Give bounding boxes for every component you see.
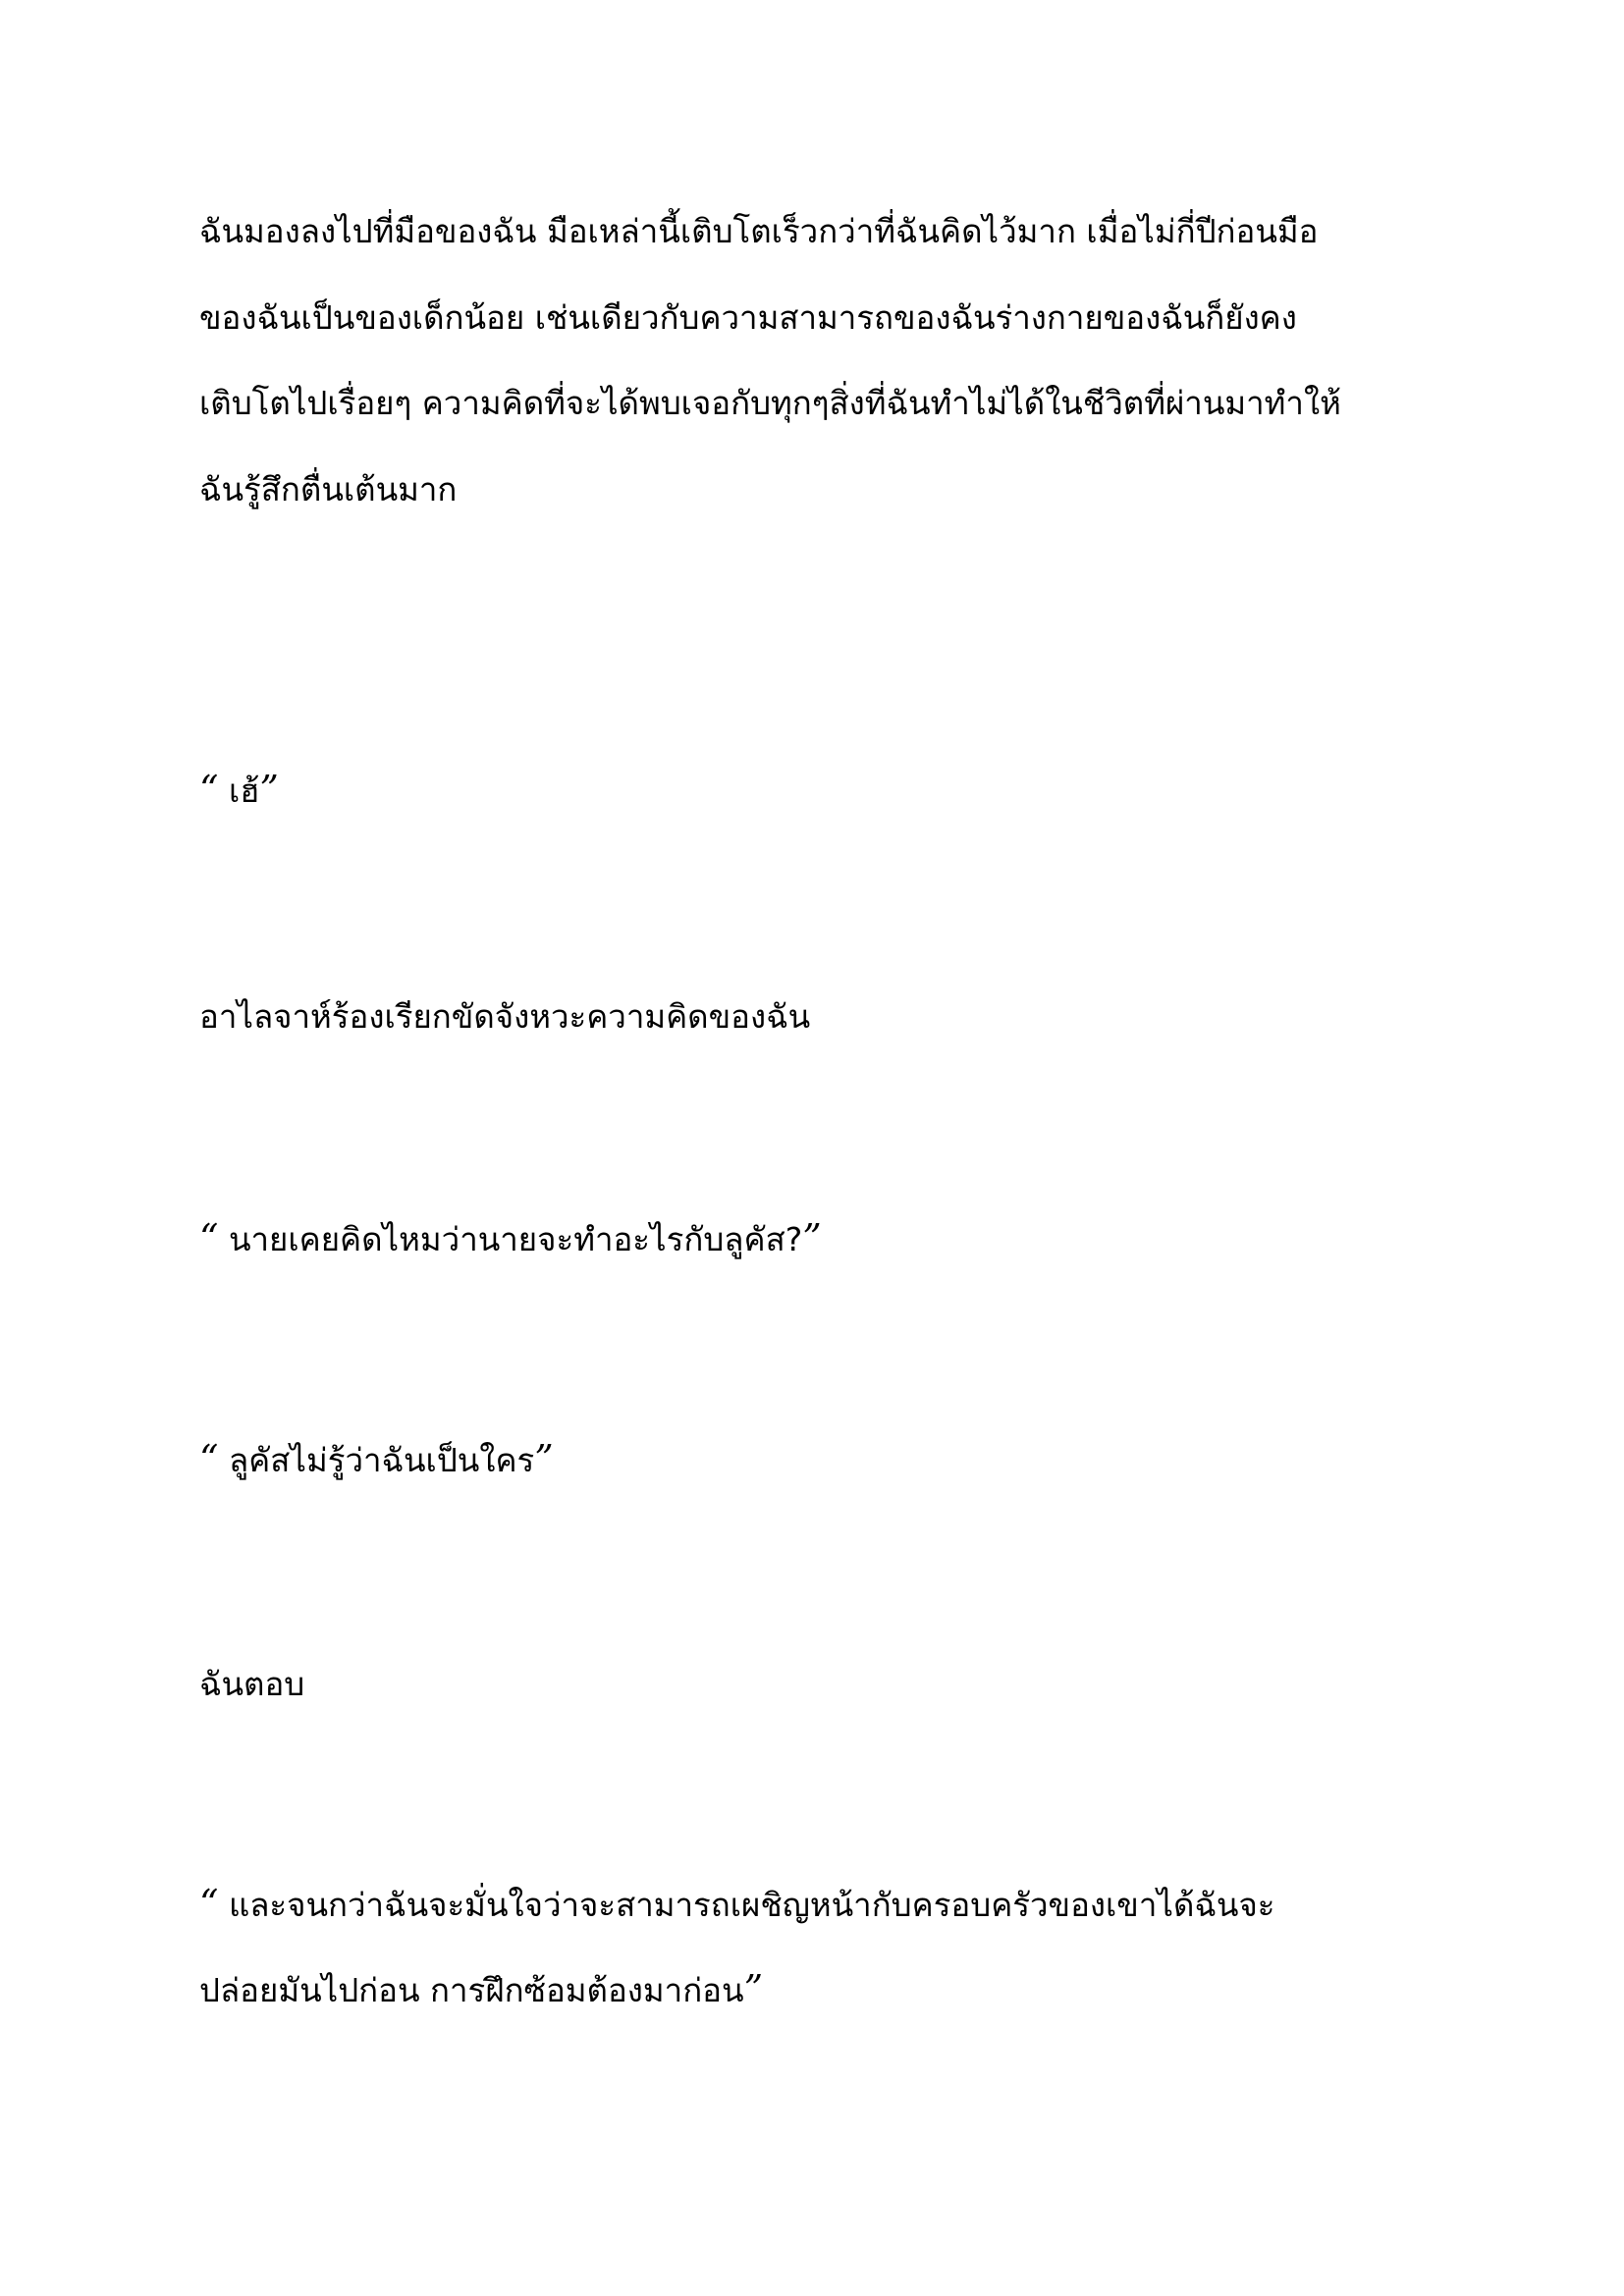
dialogue-text: ลูคัสไม่รู้ว่าฉันเป็นใคร [228, 1441, 535, 1479]
dialogue-text: และจนกว่าฉันจะมั่นใจว่าจะสามารถเผชิญหน้ากับครอบครัวของเขาได้ฉันจะ [228, 1886, 1275, 1924]
dialogue-line [199, 1437, 1476, 1482]
narration-line: อาไลจาห์ร้องเรียกขัดจังหวะความคิดของฉัน [199, 997, 811, 1036]
dialogue-text: ปล่อยมันไปก่อน การฝึกซ้อมต้องมาก่อน [199, 1971, 744, 2009]
paragraph-line: ฉันรู้สึกตื่นเต้นมาก [199, 470, 458, 508]
paragraph-line: เติบโตไปเรื่อยๆ ความคิดที่จะได้พบเจอกับทุกๆสิ่งที่ฉันทำไม่ได้ในชีวิตที่ผ่านมาทำให้ [199, 384, 1341, 422]
open-quote: “ [199, 1437, 219, 1480]
paragraph-line: ฉันมองลงไปที่มือของฉัน มือเหล่านี้เติบโตเร็วกว่าที่ฉันคิดไว้มาก เมื่อไม่กี่ปีก่อนมือ [199, 212, 1319, 250]
dialogue-line [199, 768, 1476, 813]
close-quote: ” [259, 768, 279, 811]
paragraph-line: ของฉันเป็นของเด็กน้อย เช่นเดียวกับความสามารถของฉันร่างกายของฉันก็ยังคง [199, 298, 1297, 337]
open-quote: “ [199, 768, 219, 811]
dialogue-line [199, 1882, 1476, 1927]
close-quote: ” [743, 1967, 763, 2010]
close-quote: ” [534, 1437, 554, 1480]
dialogue-text: เฮ้ [228, 772, 260, 810]
open-quote: “ [199, 1882, 219, 1925]
narration-line: ฉันตอบ [199, 1665, 305, 1703]
dialogue-line [199, 1967, 1476, 2012]
close-quote: ” [802, 1216, 822, 1259]
open-quote: “ [199, 1216, 219, 1259]
dialogue-text: นายเคยคิดไหมว่านายจะทำอะไรกับลูคัส? [228, 1220, 803, 1258]
dialogue-line [199, 1216, 1476, 1261]
